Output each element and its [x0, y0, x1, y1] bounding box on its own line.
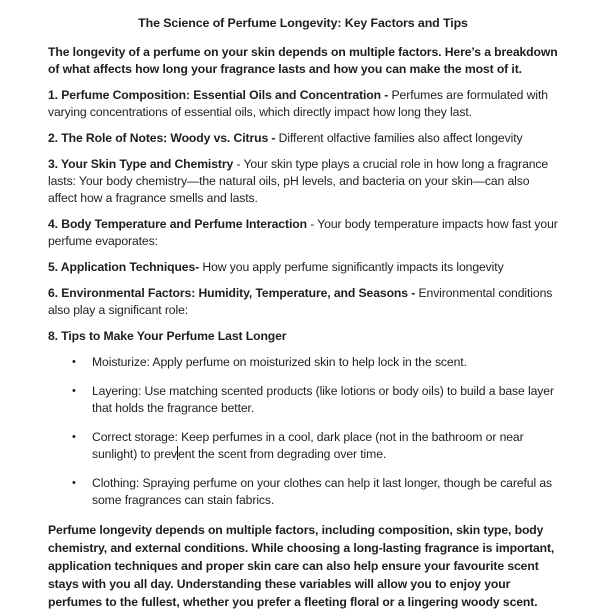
section-paragraph-3	[48, 156, 558, 207]
section-paragraph-1	[48, 87, 558, 121]
section-text-6: Environmental conditions also play a significant role:	[48, 286, 553, 317]
section-paragraph-5	[48, 259, 558, 276]
tip-text-moisturize: Moisturize: Apply perfume on moisturized skin to help lock in the scent.	[92, 355, 467, 369]
section-text-2: Different olfactive families also affect longevity	[278, 131, 523, 145]
section-text-1: Perfumes are formulated with varying concentrations of essential oils, which directly impact how long they last.	[48, 88, 548, 119]
intro-paragraph: The longevity of a perfume on your skin depends on multiple factors. Here’s a breakdown of what affects how long your fragrance lasts and how you can make the most of it.	[48, 45, 558, 76]
tip-item-moisturize	[72, 354, 558, 371]
tip-item-layering	[72, 383, 558, 417]
section-heading-6: 6. Environmental Factors: Humidity, Temperature, and Seasons -	[48, 286, 419, 300]
section-text-4: - Your body temperature impacts how fast your perfume evaporates:	[48, 217, 558, 248]
tip-text-storage-before-caret: Correct storage: Keep perfumes in a cool, dark place (not in the bathroom or near sunlight) to prev	[92, 430, 524, 461]
bullet-icon: •	[72, 356, 76, 368]
tip-text-storage-after-caret: ent the scent from degrading over time.	[178, 447, 387, 461]
section-heading-8	[48, 328, 558, 345]
tip-text-layering: Layering: Use matching scented products (like lotions or body oils) to build a base layer that holds the fragrance better.	[92, 384, 554, 415]
section-heading-2: 2. The Role of Notes: Woody vs. Citrus -	[48, 131, 279, 145]
section-text-5: How you apply perfume significantly impacts its longevity	[202, 260, 504, 274]
conclusion-paragraph: Perfume longevity depends on multiple factors, including composition, skin type, body chemistry, and external conditions. While choosing a long-lasting fragrance is important, application techniques and proper skin care can also help ensure your favourite scent stays with you all day. Understanding these variables will allow you to enjoy your perfumes to the fullest, whether you prefer a fleeting floral or a lingering woody scent.	[48, 523, 555, 609]
section-heading-8-label: 8. Tips to Make Your Perfume Last Longer	[48, 329, 287, 343]
bullet-icon: •	[72, 477, 76, 489]
section-text-3: - Your skin type plays a crucial role in how long a fragrance lasts: Your body chemistry—the natural oils, pH levels, and bacteria on your skin—can also affect how a fragrance smells and lasts.	[48, 157, 549, 205]
section-heading-4: 4. Body Temperature and Perfume Interaction	[48, 217, 311, 231]
section-paragraph-6	[48, 285, 558, 319]
tip-text-clothing: Clothing: Spraying perfume on your clothes can help it last longer, though be careful as some fragrances can stain fabrics.	[92, 476, 553, 507]
section-heading-5: 5. Application Techniques-	[48, 260, 203, 274]
tip-item-clothing	[72, 475, 558, 509]
tips-list	[48, 354, 558, 509]
section-heading-3: 3. Your Skin Type and Chemistry	[48, 157, 237, 171]
bullet-icon: •	[72, 431, 76, 443]
document-title: The Science of Perfume Longevity: Key Factors and Tips	[138, 16, 468, 30]
bullet-icon: •	[72, 385, 76, 397]
section-paragraph-4	[48, 216, 558, 250]
tip-item-storage	[72, 429, 558, 463]
section-heading-1: 1. Perfume Composition: Essential Oils and Concentration -	[48, 88, 392, 102]
section-paragraph-2	[48, 130, 558, 147]
